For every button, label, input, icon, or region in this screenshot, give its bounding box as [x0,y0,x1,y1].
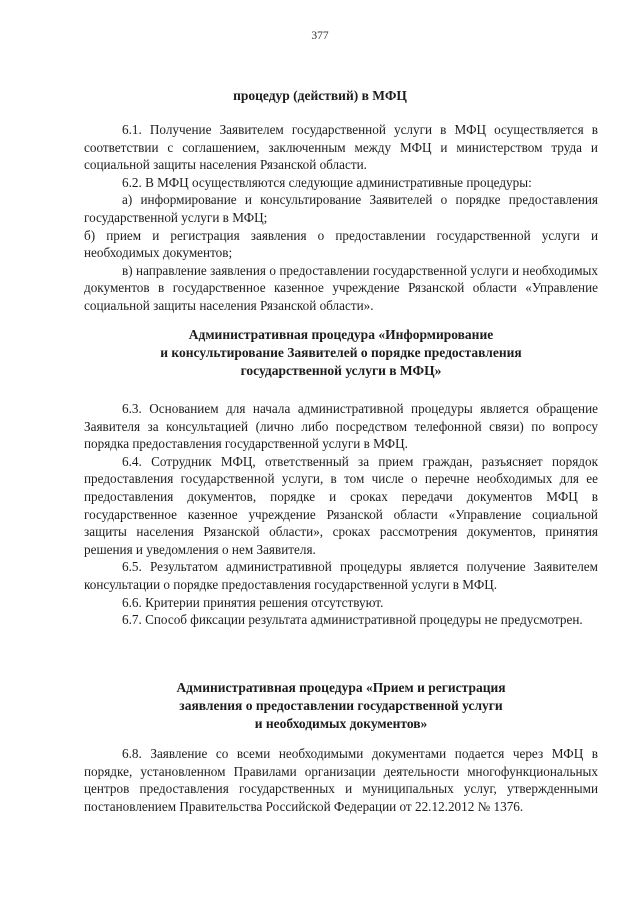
page-number: 377 [311,30,329,42]
heading-line: и необходимых документов» [254,716,428,731]
section-6-3-block [84,400,598,629]
paragraph-6-2: 6.2. В МФЦ осуществляются следующие административные процедуры: [122,174,532,190]
heading-informing [84,326,598,380]
paragraph-6-6: 6.6. Критерии принятия решения отсутствуют. [122,594,384,610]
heading-line: заявления о предоставлении государственной услуги [179,698,503,713]
list-item-b: б) прием и регистрация заявления о предоставлении государственной услуги и необходимых документов; [84,227,598,261]
list-item-a: а) информирование и консультирование Заявителей о порядке предоставления государственной услуги в МФЦ; [84,192,598,225]
heading-reception [84,679,598,733]
heading-line: государственной услуги в МФЦ» [240,363,442,378]
paragraph-6-3: 6.3. Основанием для начала административной процедуры является обращение Заявителя за консультацией (лично либо посредством телефонной связи) по вопросу порядка предоставления государственной услуги в МФЦ. [84,401,598,452]
list-item-v: в) направление заявления о предоставлении государственной услуги и необходимых документов в государственное казенное учреждение Рязанской области «Управление социальной защиты населения Рязанской области». [84,262,598,313]
heading-line: Административная процедура «Информирование [188,327,494,342]
section-6-1-block [84,121,598,315]
paragraph-6-4: 6.4. Сотрудник МФЦ, ответственный за прием граждан, разъясняет порядок предоставления государственной услуги, в том числе о перечне необходимых для ее предоставления документов, порядке и сроках передачи документов МФЦ в государственное казенное учреждение Рязанской области «Управление социальной защиты населения Рязанской области», сроках рассмотрения документов, принятия решения и уведомления о нем Заявителя. [84,453,598,557]
paragraph-6-5: 6.5. Результатом административной процедуры является получение Заявителем консультации о порядке предоставления государственной услуги в МФЦ. [84,559,598,592]
section-header-continuation: процедур (действий) в МФЦ [233,88,407,103]
section-6-8-block [84,745,598,815]
paragraph-6-7: 6.7. Способ фиксации результата административной процедуры не предусмотрен. [122,612,583,628]
paragraph-6-8: 6.8. Заявление со всеми необходимыми документами подается через МФЦ в порядке, установленном Правилами организации деятельности многофункциональных центров предоставления государственных и муниципальных услуг, утвержденными постановлением Правительства Российской Федерации от 22.12.2012 № 1376. [84,746,598,814]
heading-line: Административная процедура «Прием и регистрация [176,680,506,695]
paragraph-6-1: 6.1. Получение Заявителем государственной услуги в МФЦ осуществляется в соответствии с соглашением, заключенным между МФЦ и министерством труда и социальной защиты населения Рязанской области. [84,122,598,173]
heading-line: и консультирование Заявителей о порядке предоставления [160,345,522,360]
